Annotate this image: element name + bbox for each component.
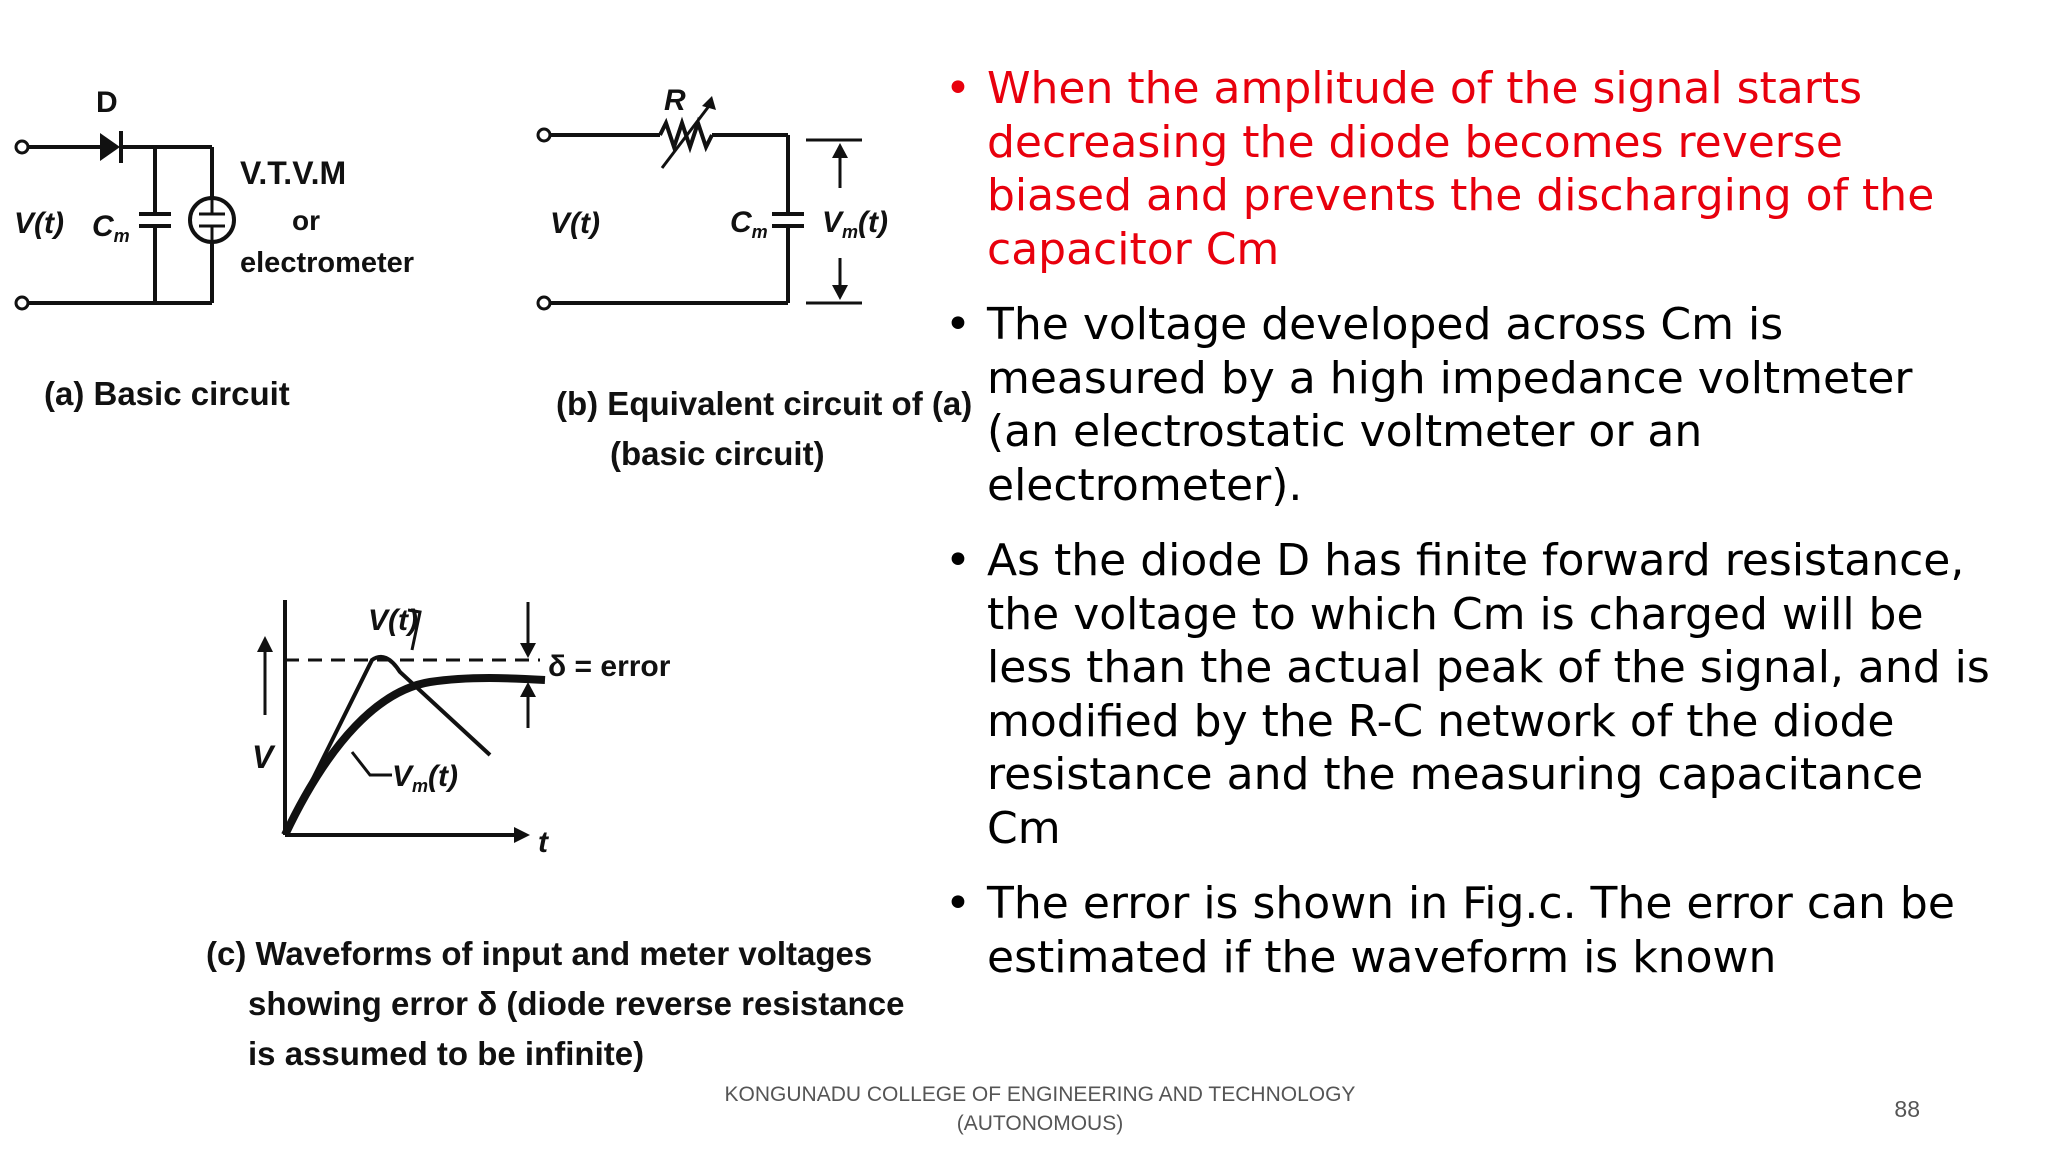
terminal-icon xyxy=(538,297,550,309)
figure-b-equivalent-circuit xyxy=(538,84,972,472)
capacitor-icon xyxy=(139,214,171,226)
bullet-line: decreasing the diode becomes reverse xyxy=(987,116,1843,168)
bullet-line: electrometer). xyxy=(987,459,1303,511)
terminal-icon xyxy=(16,141,28,153)
bullet-list xyxy=(945,62,2020,1006)
bullet-item xyxy=(945,534,2020,855)
label-diode: D xyxy=(96,86,118,119)
bullet-line: measured by a high impedance voltmeter xyxy=(987,352,1913,404)
bullet-line: biased and prevents the discharging of the xyxy=(987,170,1935,221)
label-cm: $C_m$ xyxy=(92,210,130,246)
label-electrometer: electrometer xyxy=(240,247,415,279)
bullet-item xyxy=(945,877,2020,984)
bullet-line: modified by the R-C network of the diode xyxy=(987,695,1895,747)
input-waveform xyxy=(285,657,490,835)
bullet-line: resistance and the measuring capacitance xyxy=(987,749,1924,800)
page-number: 88 xyxy=(1894,1096,1920,1122)
label-v-axis: V xyxy=(252,739,274,775)
figure-a-basic-circuit xyxy=(14,86,414,412)
terminal-icon xyxy=(16,297,28,309)
electrometer-icon xyxy=(190,198,234,242)
caption-figure-c-line1: (c) Waveforms of input and meter voltages xyxy=(206,935,873,972)
figures-panel xyxy=(0,0,1000,1152)
bullet-line: When the amplitude of the signal starts xyxy=(987,63,1862,114)
label-or: or xyxy=(292,205,320,236)
bullet-line: capacitor Cm xyxy=(987,223,1280,275)
bullet-line: As the diode D has finite forward resistance, xyxy=(987,535,1965,586)
diode-icon xyxy=(100,131,121,163)
terminal-icon xyxy=(538,129,550,141)
bullet-item xyxy=(945,298,2020,512)
caption-figure-b-line2: (basic circuit) xyxy=(610,435,825,472)
figure-c-waveforms xyxy=(206,600,904,1072)
label-cm: $C_m$ xyxy=(730,206,768,242)
bullet-line: Cm xyxy=(987,802,1061,854)
label-t-axis: t xyxy=(538,826,548,859)
caption-figure-b-line1: (b) Equivalent circuit of (a) xyxy=(556,385,973,422)
bullet-line: less than the actual peak of the signal, and is xyxy=(987,642,1990,693)
bullet-line: The voltage developed across Cm is xyxy=(987,299,1784,350)
label-error: δ = error xyxy=(548,650,671,683)
caption-figure-c-line2: showing error δ (diode reverse resistance xyxy=(248,985,905,1022)
caption-figure-a: (a) Basic circuit xyxy=(44,375,290,412)
bullet-line: (an electrostatic voltmeter or an xyxy=(987,406,1703,457)
label-vtvm: V.T.V.M xyxy=(240,155,347,191)
footer-autonomous: (AUTONOMOUS) xyxy=(956,1112,1124,1135)
capacitor-icon xyxy=(772,214,804,226)
footer xyxy=(690,1080,1390,1138)
bullet-item xyxy=(945,62,2020,276)
label-meter-voltage: $V_m(t)$ xyxy=(822,206,889,242)
label-input-voltage: V(t) xyxy=(14,207,64,240)
bullet-line: The error is shown in Fig.c. The error can be xyxy=(987,878,1955,929)
footer-institution: KONGUNADU COLLEGE OF ENGINEERING AND TECHNOLOGY xyxy=(724,1083,1356,1106)
error-arrow-icon xyxy=(520,602,536,728)
v-axis-arrow-icon xyxy=(257,636,273,652)
label-input-voltage: V(t) xyxy=(368,604,418,637)
bullet-line: the voltage to which Cm is charged will be xyxy=(987,588,1924,640)
label-input-voltage: V(t) xyxy=(550,207,600,240)
label-meter-voltage: $V_m(t)$ xyxy=(392,760,459,796)
caption-figure-c-line3: is assumed to be infinite) xyxy=(248,1035,645,1072)
label-resistor: R xyxy=(664,84,686,117)
bullet-line: estimated if the waveform is known xyxy=(987,931,1777,983)
x-axis-arrow-icon xyxy=(514,827,530,843)
